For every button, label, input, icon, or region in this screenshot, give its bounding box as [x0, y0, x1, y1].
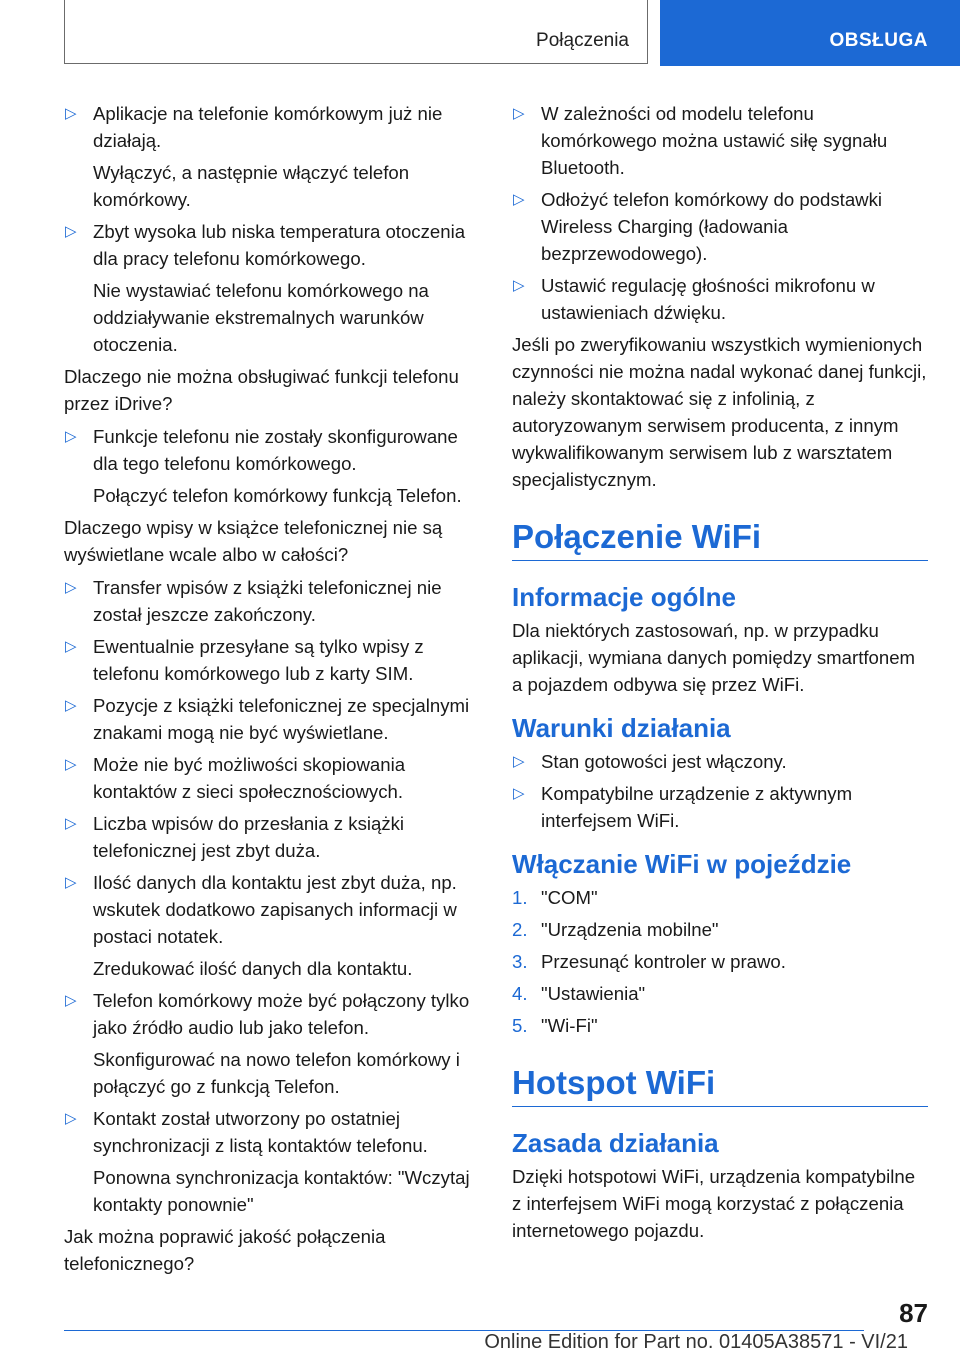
bullet-item	[64, 1105, 476, 1159]
numbered-step	[512, 1012, 928, 1039]
chapter-tab	[660, 0, 960, 66]
triangle-bullet-icon: ▷	[65, 874, 77, 891]
step-text: "COM"	[541, 887, 598, 908]
header-section-box	[64, 0, 648, 64]
bullet-item	[64, 869, 476, 950]
bullet-item	[64, 751, 476, 805]
section-heading: Połączenie WiFi	[512, 515, 928, 561]
bullet-item	[512, 780, 928, 834]
bullet-item	[512, 100, 928, 181]
bullet-text: Odłożyć telefon komórkowy do podstawki Wireless Charging (ładowania bezprzewodowego).	[541, 189, 883, 264]
bullet-text: Ustawić regulację głośności mikrofonu w ustawieniach dźwięku.	[541, 275, 875, 323]
bullet-item	[64, 692, 476, 746]
paragraph: Dla niektórych zastosowań, np. w przypadku aplikacji, wymiana danych pomiędzy smartfonem a pojazdem odbywa się przez WiFi.	[512, 620, 916, 695]
triangle-bullet-icon: ▷	[513, 785, 525, 802]
footer	[64, 1330, 908, 1353]
triangle-bullet-icon: ▷	[513, 105, 525, 122]
bullet-text: Zbyt wysoka lub niska temperatura otoczenia dla pracy telefonu komórkowego.	[93, 221, 466, 269]
chapter-tab-label: OBSŁUGA	[829, 30, 928, 51]
bullet-item	[64, 633, 476, 687]
bullet-text: Funkcje telefonu nie zostały skonfigurowane dla tego telefonu komórkowego.	[93, 426, 458, 474]
step-text: "Urządzenia mobilne"	[541, 919, 719, 940]
bullet-text: Liczba wpisów do przesłania z książki telefonicznej jest zbyt duża.	[93, 813, 405, 861]
subsection-heading: Warunki działania	[512, 713, 731, 743]
bullet-item	[64, 574, 476, 628]
bullet-text: Może nie być możliwości skopiowania kontaktów z sieci społecznościowych.	[93, 754, 406, 802]
triangle-bullet-icon: ▷	[65, 815, 77, 832]
triangle-bullet-icon: ▷	[65, 105, 77, 122]
instruction-text: Połączyć telefon komórkowy funkcją Telefon.	[93, 485, 462, 506]
triangle-bullet-icon: ▷	[65, 756, 77, 773]
step-text: "Ustawienia"	[541, 983, 646, 1004]
bullet-text: Aplikacje na telefonie komórkowym już nie działają.	[93, 103, 443, 151]
bullet-item	[64, 810, 476, 864]
page-number: 87	[899, 1298, 928, 1328]
bullet-item	[64, 987, 476, 1041]
bullet-text: Kompatybilne urządzenie z aktywnym interfejsem WiFi.	[541, 783, 853, 831]
bullet-item	[64, 423, 476, 477]
step-number: 3.	[512, 951, 528, 972]
instruction-text: Wyłączyć, a następnie włączyć telefon komórkowy.	[93, 162, 410, 210]
page-header	[0, 0, 960, 66]
paragraph: Dzięki hotspotowi WiFi, urządzenia kompatybilne z interfejsem WiFi mogą korzystać z połączenia internetowego pojazdu.	[512, 1166, 916, 1241]
bullet-text: Telefon komórkowy może być połączony tylko jako źródło audio lub jako telefon.	[93, 990, 470, 1038]
paragraph: Dlaczego nie można obsługiwać funkcji telefonu przez iDrive?	[64, 366, 459, 414]
paragraph: Dlaczego wpisy w książce telefonicznej nie są wyświetlane wcale albo w całości?	[64, 517, 443, 565]
left-column	[64, 100, 476, 1283]
bullet-text: Transfer wpisów z książki telefonicznej nie został jeszcze zakończony.	[93, 577, 442, 625]
bullet-text: Ewentualnie przesyłane są tylko wpisy z telefonu komórkowego lub z karty SIM.	[93, 636, 424, 684]
paragraph: Jak można poprawić jakość połączenia telefonicznego?	[64, 1226, 386, 1274]
footer-edition: Online Edition for Part no. 01405A38571 - VI/21	[484, 1331, 908, 1353]
numbered-step	[512, 980, 928, 1007]
bullet-item	[64, 100, 476, 154]
instruction-text: Ponowna synchronizacja kontaktów: "Wczytaj kontakty ponownie"	[93, 1167, 470, 1215]
bullet-item	[512, 186, 928, 267]
step-text: "Wi-Fi"	[541, 1015, 598, 1036]
step-number: 2.	[512, 919, 528, 940]
bullet-text: Ilość danych dla kontaktu jest zbyt duża, np. wskutek dodatkowo zapisanych informacji w postaci notatek.	[93, 872, 457, 947]
triangle-bullet-icon: ▷	[513, 277, 525, 294]
step-text: Przesunąć kontroler w prawo.	[541, 951, 786, 972]
bullet-item	[64, 218, 476, 272]
triangle-bullet-icon: ▷	[513, 191, 525, 208]
numbered-step	[512, 916, 928, 943]
section-heading: Hotspot WiFi	[512, 1061, 928, 1107]
paragraph: Jeśli po zweryfikowaniu wszystkich wymienionych czynności nie można nadal wykonać danej funkcji, należy skontaktować się z infolinią, z autoryzowanym serwisem producenta, z innym wykwalifikowanym serwisem lub z warsztatem specjalistycznym.	[512, 334, 927, 490]
subsection-heading: Zasada działania	[512, 1128, 719, 1158]
subsection-heading: Informacje ogólne	[512, 582, 736, 612]
bullet-text: Stan gotowości jest włączony.	[541, 751, 787, 772]
section-title: Połączenia	[536, 30, 629, 51]
triangle-bullet-icon: ▷	[65, 1110, 77, 1127]
triangle-bullet-icon: ▷	[65, 697, 77, 714]
triangle-bullet-icon: ▷	[65, 223, 77, 240]
bullet-text: Pozycje z książki telefonicznej ze specjalnymi znakami mogą nie być wyświetlane.	[93, 695, 470, 743]
bullet-item	[512, 748, 928, 775]
triangle-bullet-icon: ▷	[513, 753, 525, 770]
step-number: 1.	[512, 887, 528, 908]
numbered-step	[512, 948, 928, 975]
instruction-text: Skonfigurować na nowo telefon komórkowy i połączyć go z funkcją Telefon.	[93, 1049, 460, 1097]
bullet-item	[512, 272, 928, 326]
triangle-bullet-icon: ▷	[65, 579, 77, 596]
bullet-text: W zależności od modelu telefonu komórkowego można ustawić siłę sygnału Bluetooth.	[541, 103, 888, 178]
right-column	[512, 100, 928, 1250]
instruction-text: Zredukować ilość danych dla kontaktu.	[93, 958, 413, 979]
step-number: 4.	[512, 983, 528, 1004]
triangle-bullet-icon: ▷	[65, 992, 77, 1009]
step-number: 5.	[512, 1015, 528, 1036]
numbered-step	[512, 884, 928, 911]
triangle-bullet-icon: ▷	[65, 638, 77, 655]
subsection-heading: Włączanie WiFi w pojeździe	[512, 849, 852, 879]
instruction-text: Nie wystawiać telefonu komórkowego na oddziaływanie ekstremalnych warunków otoczenia.	[93, 280, 429, 355]
bullet-text: Kontakt został utworzony po ostatniej synchronizacji z listą kontaktów telefonu.	[93, 1108, 428, 1156]
triangle-bullet-icon: ▷	[65, 428, 77, 445]
